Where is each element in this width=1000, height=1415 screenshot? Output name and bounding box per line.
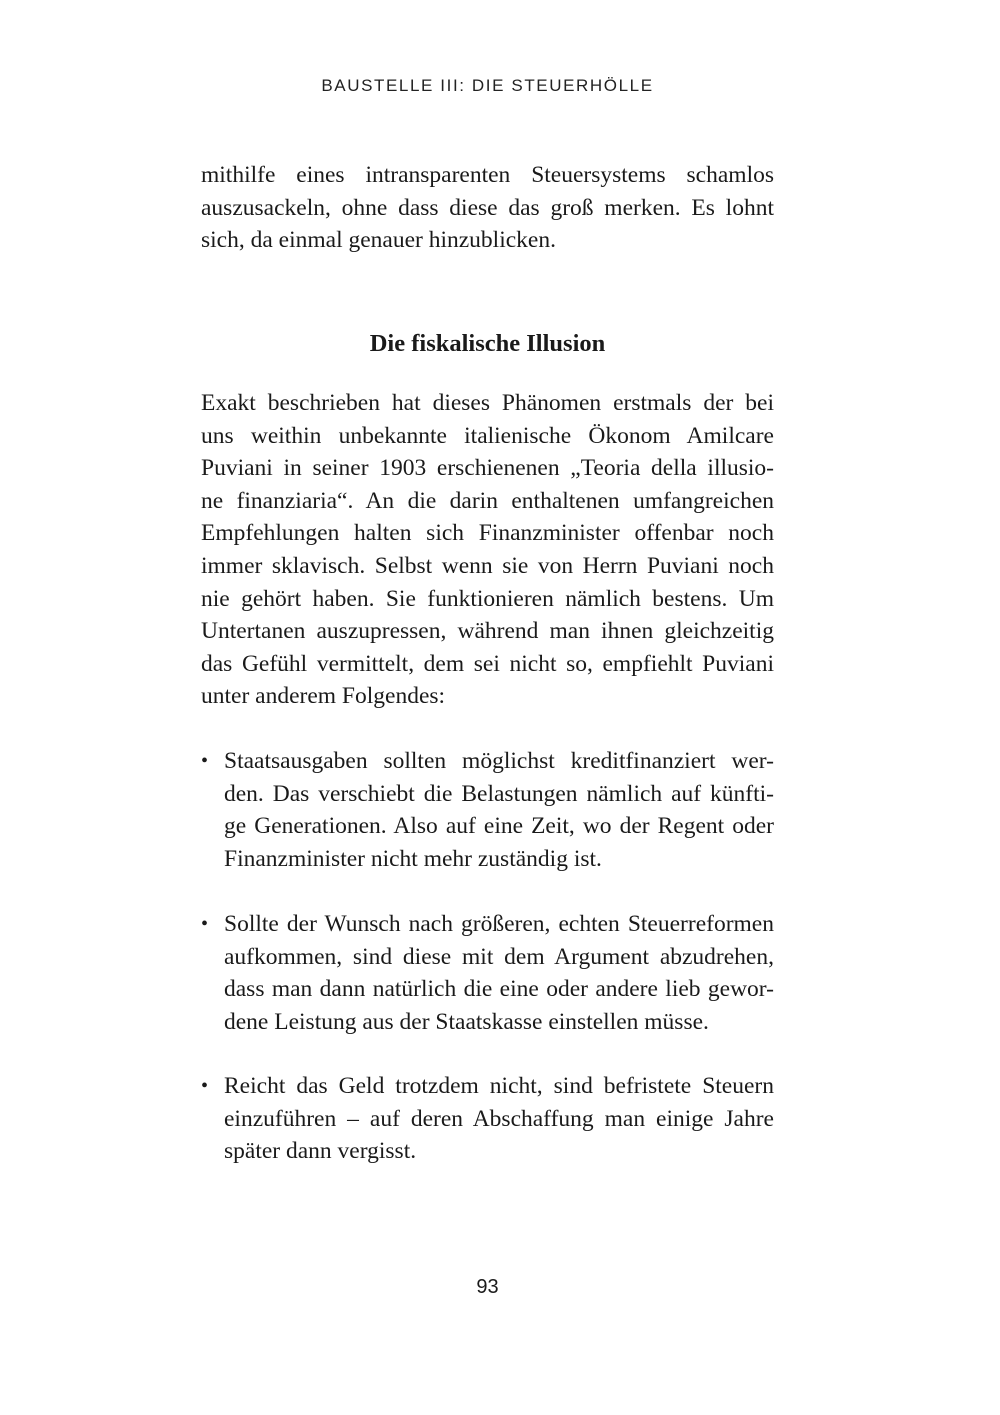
paragraph-line: immer sklavisch. Selbst wenn sie von Herrn Puviani noch — [201, 552, 774, 579]
paragraph-line: Puviani in seiner 1903 erschienenen „Teoria della illusio- — [201, 455, 774, 482]
page-number: 93 — [476, 1276, 499, 1298]
bullet-line: Finanzminister nicht mehr zuständig ist. — [224, 845, 602, 872]
paragraph-line: Exakt beschrieben hat dieses Phänomen erstmals der bei — [201, 390, 774, 416]
section-heading: Die fiskalische Illusion — [369, 330, 606, 357]
bullet-line: den. Das verschiebt die Belastungen nämlich auf künfti- — [224, 780, 774, 807]
bullet-line: Staatsausgaben sollten möglichst kreditfinanziert wer- — [224, 748, 774, 774]
paragraph-line: auszusackeln, ohne dass diese das groß merken. Es lohnt — [201, 194, 774, 221]
paragraph-line: Empfehlungen halten sich Finanzminister offenbar noch — [201, 520, 774, 547]
bullet-line: dene Leistung aus der Staatskasse einstellen müsse. — [224, 1008, 709, 1035]
bullet-text — [224, 908, 774, 1038]
bullet-line: aufkommen, sind diese mit dem Argument abzudrehen, — [224, 943, 774, 970]
bullet-line: ge Generationen. Also auf eine Zeit, wo der Regent oder — [224, 813, 774, 840]
paragraph-line: das Gefühl vermittelt, dem sei nicht so, empfiehlt Puviani — [201, 650, 774, 677]
bullet-line: einzuführen – auf deren Abschaffung man einige Jahre — [224, 1105, 774, 1132]
bullet-icon: • — [201, 750, 209, 772]
bullet-icon: • — [201, 1075, 209, 1097]
intro-paragraph — [201, 159, 774, 257]
running-header: BAUSTELLE III: DIE STEUERHÖLLE — [321, 76, 654, 95]
paragraph-line: nie gehört haben. Sie funktionieren nämlich bestens. Um — [201, 585, 774, 612]
paragraph-line: ne finanziaria“. An die darin enthaltenen umfangreichen — [201, 487, 774, 514]
bullet-line: Sollte der Wunsch nach größeren, echten Steuerreformen — [224, 911, 774, 937]
paragraph-line: mithilfe eines intransparenten Steuersystems schamlos — [201, 162, 774, 188]
main-paragraph — [201, 387, 774, 713]
bullet-text — [224, 1070, 774, 1168]
paragraph-line: uns weithin unbekannte italienische Ökonom Amilcare — [201, 422, 774, 449]
bullet-line: Reicht das Geld trotzdem nicht, sind befristete Steuern — [224, 1073, 774, 1099]
bullet-line: dass man dann natürlich die eine oder andere lieb gewor- — [224, 976, 774, 1003]
bullet-icon: • — [201, 913, 209, 935]
paragraph-line: sich, da einmal genauer hinzublicken. — [201, 227, 556, 254]
bullet-line: später dann vergisst. — [224, 1138, 417, 1165]
paragraph-line: unter anderem Folgendes: — [201, 683, 446, 710]
bullet-text — [224, 745, 774, 875]
paragraph-line: Untertanen auszupressen, während man ihnen gleichzeitig — [201, 618, 774, 645]
